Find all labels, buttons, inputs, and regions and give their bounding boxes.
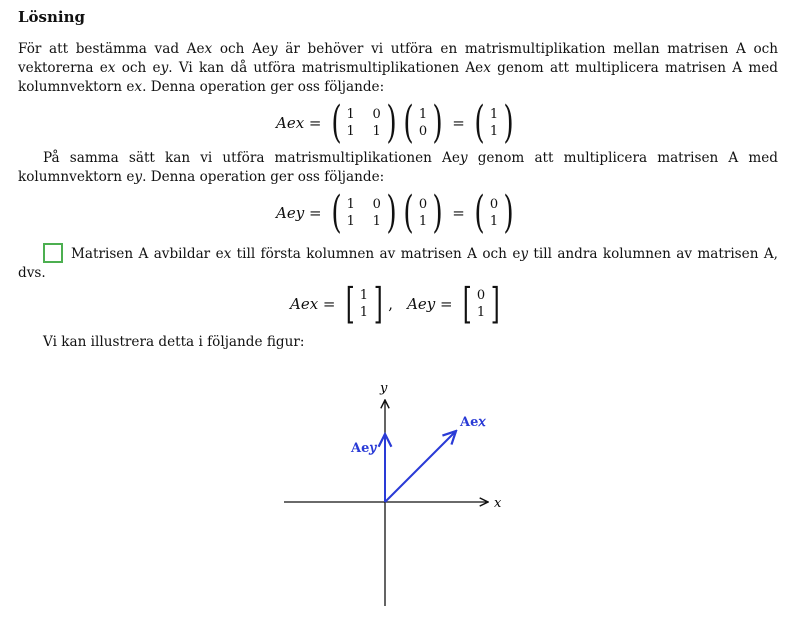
result-aey: 0 1 xyxy=(489,197,499,229)
vector-figure xyxy=(270,378,530,610)
paragraph-second: På samma sätt kan vi utföra matrismultiplikationen Ae𝑦 genom att multiplicera matrisen A med kolumnvektorn e𝑦. Denna operation ger oss följande: xyxy=(18,150,778,185)
vector-ey: 0 1 xyxy=(418,197,428,229)
equation-columns: Ae𝑥 = [ 1 1 ] , Ae𝑦 = [ 0 1 ] xyxy=(290,279,500,328)
vector-aex-label: Ae𝑥 xyxy=(460,415,486,430)
solution-section xyxy=(18,6,778,352)
eq2-lhs: Ae𝑦 = xyxy=(276,204,322,222)
section-heading: Lösning xyxy=(18,8,85,26)
paragraph-intro: För att bestämma vad Ae𝑥 och Ae𝑦 är behöver vi utföra en matrismultiplikation mellan matrisen A och vektorerna e𝑥 och e𝑦. Vi kan då utföra matrismultiplikationen Ae𝑥 genom att multiplicera matrisen A med kolumnvektorn e𝑥. Denna operation ger oss följande: xyxy=(18,41,778,95)
vector-ex: 1 0 xyxy=(418,107,428,139)
equation-aey: Ae𝑦 = ( 1 0 1 1 ) ( 0 1 ) = ( 0 1 ) xyxy=(276,187,514,238)
result-aex: 1 1 xyxy=(489,107,499,139)
paragraph-third xyxy=(18,243,778,283)
vector-aey-label: Ae𝑦 xyxy=(351,441,377,456)
vector-aex xyxy=(385,431,456,502)
paragraph-third-text: Matrisen A avbildar e𝑥 till första kolumnen av matrisen A och e𝑦 till andra kolumnen av matrisen A, dvs. xyxy=(18,246,778,281)
equation-aex: Ae𝑥 = ( 1 0 1 1 ) ( 1 0 ) = ( 1 1 ) xyxy=(276,97,514,148)
column-aex: 1 1 xyxy=(359,288,369,320)
matrix-a: 1 0 1 1 xyxy=(346,197,381,229)
matrix-a: 1 0 1 1 xyxy=(346,107,381,139)
y-axis-label: y xyxy=(380,381,388,396)
answer-checkbox[interactable] xyxy=(43,243,63,263)
eq3-lhs1: Ae𝑥 = xyxy=(290,295,336,313)
eq3-lhs2: Ae𝑦 = xyxy=(407,295,453,313)
column-aey: 0 1 xyxy=(476,288,486,320)
eq1-lhs: Ae𝑥 = xyxy=(276,114,322,132)
paragraph-figure-intro: Vi kan illustrera detta i följande figur: xyxy=(43,334,305,350)
x-axis-label: x xyxy=(494,496,502,511)
